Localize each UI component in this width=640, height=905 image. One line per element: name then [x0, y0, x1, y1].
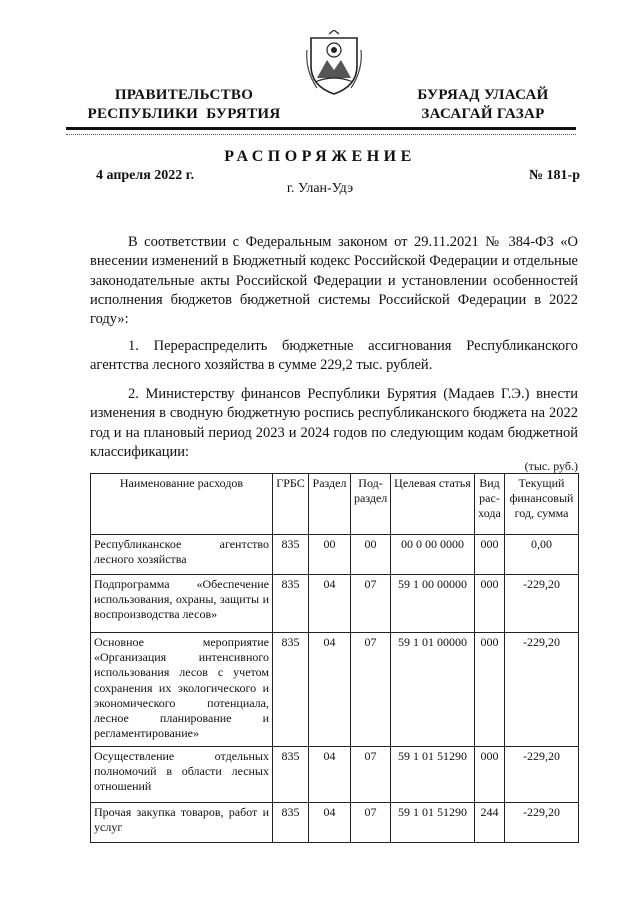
cell-target-item: 00 0 00 0000	[391, 535, 475, 575]
table-row	[91, 535, 579, 575]
cell-sum: -229,20	[505, 803, 579, 843]
cell-podrazdel: 07	[351, 575, 391, 633]
right-header-line2: ЗАСАГАЙ ГАЗАР	[421, 106, 545, 122]
cell-podrazdel: 07	[351, 803, 391, 843]
header-current-year-sum: Текущий финансовый год, сумма	[505, 474, 579, 535]
cell-sum: 0,00	[505, 535, 579, 575]
header-grbs: ГРБС	[273, 474, 309, 535]
cell-expense-type: 000	[475, 633, 505, 747]
cell-razdel: 04	[309, 575, 351, 633]
table-row	[91, 803, 579, 843]
paragraph-2: 2. Министерству финансов Республики Бурятия (Мадаев Г.Э.) внести изменения в сводную бюджетную роспись республиканского бюджета на 2022 год и на плановый период 2023 и 2024 годов по следующим кодам бюджетной классификации:	[90, 386, 578, 460]
header-razdel: Раздел	[309, 474, 351, 535]
cell-grbs: 835	[273, 803, 309, 843]
cell-grbs: 835	[273, 575, 309, 633]
header-podrazdel: Под-раздел	[351, 474, 391, 535]
cell-razdel: 04	[309, 633, 351, 747]
intro-paragraph: В соответствии с Федеральным законом от 29.11.2021 № 384-ФЗ «О внесении изменений в Бюджетный кодекс Российской Федерации и отдельные законодательные акты Российской Федерации и установлении особенностей исполнения бюджетов бюджетной системы Российской Федерации в 2022 году»:	[90, 234, 578, 328]
table-unit-label: (тыс. руб.)	[524, 459, 578, 473]
cell-expense-type: 000	[475, 747, 505, 803]
cell-expense-type: 000	[475, 575, 505, 633]
government-name-russian	[86, 86, 282, 124]
table-row	[91, 747, 579, 803]
paragraph-1: 1. Перераспределить бюджетные ассигнования Республиканского агентства лесного хозяйства в сумме 229,2 тыс. рублей.	[90, 338, 578, 374]
government-name-buryat	[410, 86, 556, 124]
cell-name: Осуществление отдельных полномочий в области лесных отношений	[91, 747, 273, 803]
cell-name: Подпрограмма «Обеспечение использования, охраны, защиты и воспроизводства лесов»	[91, 575, 273, 633]
cell-target-item: 59 1 01 00000	[391, 633, 475, 747]
cell-sum: -229,20	[505, 633, 579, 747]
cell-razdel: 00	[309, 535, 351, 575]
cell-grbs: 835	[273, 747, 309, 803]
table-row	[91, 575, 579, 633]
header-divider-dotted	[66, 134, 576, 135]
table-row	[91, 633, 579, 747]
cell-podrazdel: 07	[351, 633, 391, 747]
cell-name: Прочая закупка товаров, работ и услуг	[91, 803, 273, 843]
budget-table	[90, 473, 579, 843]
header-expense-type: Вид рас-хода	[475, 474, 505, 535]
cell-razdel: 04	[309, 747, 351, 803]
cell-grbs: 835	[273, 633, 309, 747]
coat-of-arms-icon	[303, 30, 365, 96]
header-divider-thick	[66, 127, 576, 130]
cell-expense-type: 244	[475, 803, 505, 843]
cell-name: Республиканское агентство лесного хозяйства	[91, 535, 273, 575]
header-name: Наименование расходов	[91, 474, 273, 535]
right-header-line1: БУРЯАД УЛАСАЙ	[417, 87, 549, 103]
header-target-item: Целевая статья	[391, 474, 475, 535]
document-city: г. Улан-Удэ	[286, 181, 354, 196]
document-date: 4 апреля 2022 г.	[96, 168, 195, 183]
cell-sum: -229,20	[505, 575, 579, 633]
cell-razdel: 04	[309, 803, 351, 843]
cell-podrazdel: 00	[351, 535, 391, 575]
table-header-row	[91, 474, 579, 535]
cell-name: Основное мероприятие «Организация интенсивного использования лесов с учетом сохранения их экологического и экономического потенциала, лесное планирование и регламентирование»	[91, 633, 273, 747]
cell-target-item: 59 1 01 51290	[391, 803, 475, 843]
cell-grbs: 835	[273, 535, 309, 575]
left-header-line2: РЕСПУБЛИКИ БУРЯТИЯ	[87, 106, 281, 122]
cell-sum: -229,20	[505, 747, 579, 803]
cell-podrazdel: 07	[351, 747, 391, 803]
cell-target-item: 59 1 01 51290	[391, 747, 475, 803]
cell-target-item: 59 1 00 00000	[391, 575, 475, 633]
document-number: № 181-р	[528, 168, 580, 183]
left-header-line1: ПРАВИТЕЛЬСТВО	[114, 87, 254, 103]
cell-expense-type: 000	[475, 535, 505, 575]
document-title: РАСПОРЯЖЕНИЕ	[224, 148, 416, 165]
